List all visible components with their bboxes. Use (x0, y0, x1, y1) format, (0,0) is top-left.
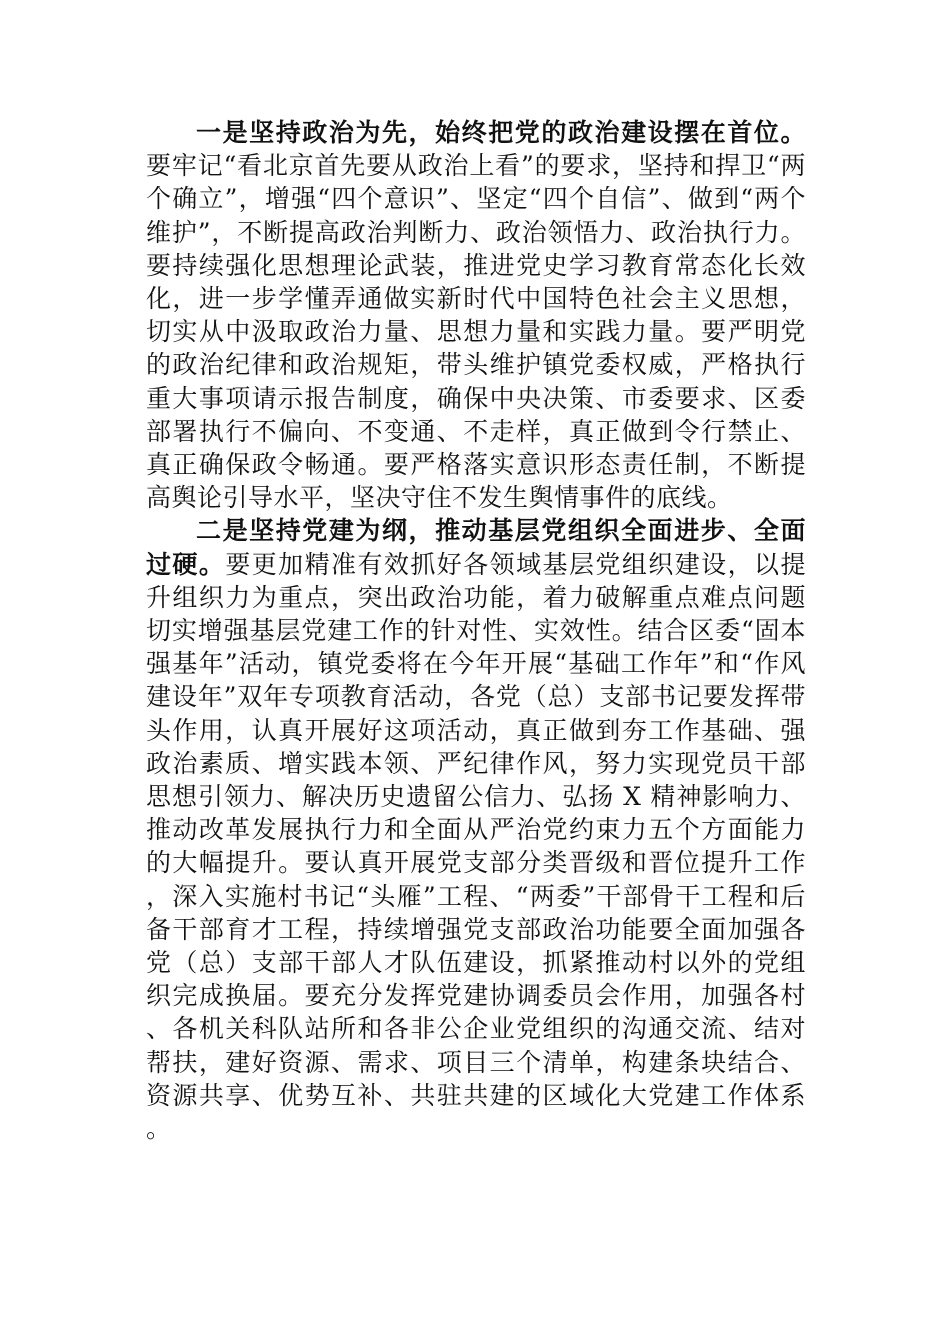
paragraph-party-building (146, 514, 806, 1145)
paragraph-political-building (146, 116, 806, 514)
paragraph-lead: 一是坚持政治为先，始终把党的政治建设摆在首位。 (196, 118, 806, 147)
document-body (146, 116, 806, 1145)
paragraph-text: 要更加精准有效抓好各领域基层党组织建设，以提升组织力为重点，突出政治功能，着力破解重点难点问题切实增强基层党建工作的针对性、实效性。结合区委“固本强基年”活动，镇党委将在今年开展“基础工作年”和“作风建设年”双年专项教育活动，各党（总）支部书记要发挥带头作用，认真开展好这项活动，真正做到夯工作基础、强政治素质、增实践本领、严纪律作风，努力实现党员干部思想引领力、解决历史遗留公信力、弘扬 X 精神影响力、推动改革发展执行力和全面从严治党约束力五个方面能力的大幅提升。要认真开展党支部分类晋级和晋位提升工作，深入实施村书记“头雁”工程、“两委”干部骨干工程和后备干部育才工程，持续增强党支部政治功能要全面加强各党（总）支部干部人才队伍建设，抓紧推动村以外的党组织完成换届。要充分发挥党建协调委员会作用，加强各村、各机关科队站所和各非公企业党组织的沟通交流、结对帮扶，建好资源、需求、项目三个清单，构建条块结合、资源共享、优势互补、共驻共建的区域化大党建工作体系。 (146, 549, 806, 1144)
paragraph-lead: 二是坚持党建为纲，推动基层党组织全面进步、全面过硬。 (146, 516, 806, 579)
paragraph-text: 要牢记“看北京首先要从政治上看”的要求，坚持和捍卫“两个确立”，增强“四个意识”、坚定“四个自信”、做到“两个维护”，不断提高政治判断力、政治领悟力、政治执行力。要持续强化思想理论武装，推进党史学习教育常态化长效化，进一步学懂弄通做实新时代中国特色社会主义思想，切实从中汲取政治力量、思想力量和实践力量。要严明党的政治纪律和政治规矩，带头维护镇党委权威，严格执行重大事项请示报告制度，确保中央决策、市委要求、区委部署执行不偏向、不变通、不走样，真正做到令行禁止、真正确保政令畅通。要严格落实意识形态责任制，不断提高舆论引导水平，坚决守住不发生舆情事件的底线。 (146, 151, 806, 513)
